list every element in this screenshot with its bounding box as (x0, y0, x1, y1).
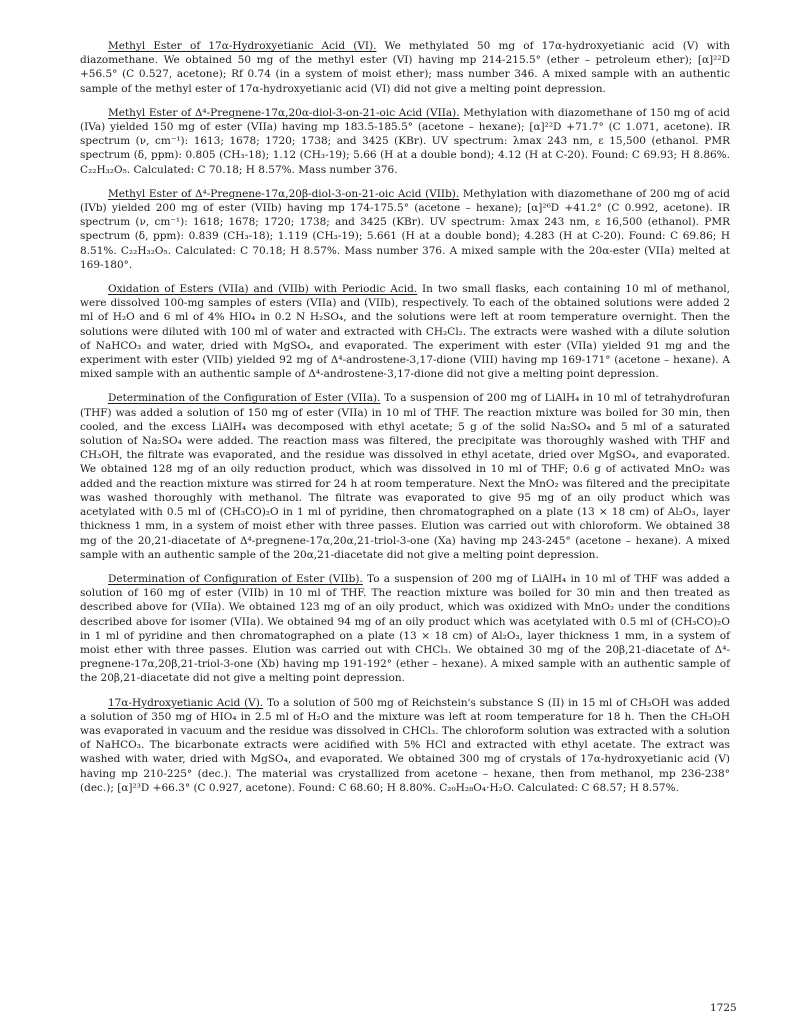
paragraph-heading: Methyl Ester of Δ⁴-Pregnene-17α,20α-diol-3-on-21-oic Acid (VIIa). (108, 106, 460, 119)
paragraph-text: Methylation with diazomethane of 200 mg of acid (IVb) yielded 200 mg of ester (VIIb) having mp 174-175.5° (acetone – hexane); [α]²⁶D +41.2° (C 0.992, acetone). IR spectrum (ν, cm⁻¹): 1618; 1678; 1720; 1738; and 3425 (KBr). UV spectrum: λmax 243 nm, ε 16,500 (ethanol). PMR spectrum (δ, ppm): 0.839 (CH₃-18); 1.119 (CH₃-19); 5.661 (H at a double bond); 4.283 (H at C-20). Found: C 69.86; H 8.51%. C₂₂H₃₂O₅. Calculated: C 70.18; H 8.57%. Mass number 376. A mixed sample with the 20α-ester (VIIa) melted at 169-180°. (80, 187, 730, 271)
paragraph-methyl-ester-viia (80, 106, 730, 177)
paragraph-text: Methylation with diazomethane of 150 mg of acid (IVa) yielded 150 mg of ester (VIIa) having mp 183.5-185.5° (acetone – hexane); [α]²²D +71.7° (C 1.071, acetone). IR spectrum (ν, cm⁻¹): 1613; 1678; 1720; 1738; and 3425 (KBr). UV spectrum: λmax 243 nm, ε 15,500 (ethanol. PMR spectrum (δ, ppm): 0.805 (CH₃-18); 1.12 (CH₃-19); 5.66 (H at a double bond); 4.12 (H at C-20). Found: C 69.93; H 8.86%. C₂₂H₃₂O₅. Calculated: C 70.18; H 8.57%. Mass number 376. (80, 106, 730, 176)
paragraph-text: We methylated 50 mg of 17α-hydroxyetianic acid (V) with diazomethane. We obtained 50 mg of the methyl ester (VI) having mp 214-215.5° (ether – petroleum ether); [α]²²D +56.5° (C 0.527, acetone); Rf 0.74 (in a system of moist ether); mass number 346. A mixed sample with an authentic sample of the methyl ester of 17α-hydroxyetianic acid (VI) did not give a melting point depression. (80, 40, 730, 95)
paragraph-heading: Oxidation of Esters (VIIa) and (VIIb) with Periodic Acid. (108, 283, 418, 296)
paragraph-text: In two small flasks, each containing 10 ml of methanol, were dissolved 100-mg samples of esters (VIIa) and (VIIb), respectively. To each of the obtained solutions were added 2 ml of H₂O and 6 ml of 4% HIO₄ in 0.2 N H₂SO₄, and the solutions were left at room temperature overnight. Then the solutions were diluted with 100 ml of water and extracted with CH₂Cl₂. The extracts were washed with a dilute solution of NaHCO₃ and water, dried with MgSO₄, and evaporated. The experiment with ester (VIIa) yielded 91 mg and the experiment with ester (VIIb) yielded 92 mg of Δ⁴-androstene-3,17-dione (VIII) having mp 169-171° (acetone – hexane). A mixed sample with an authentic sample of Δ⁴-androstene-3,17-dione did not give a melting point depression. (80, 283, 730, 381)
paragraph-methyl-ester-vi (80, 39, 730, 96)
paragraph-heading: Methyl Ester of Δ⁴-Pregnene-17α,20β-diol-3-on-21-oic Acid (VIIb). (108, 187, 460, 200)
paragraph-heading: Determination of Configuration of Ester (VIIb). (108, 572, 363, 585)
paragraph-configuration-viib (80, 572, 730, 686)
paragraph-heading: 17α-Hydroxyetianic Acid (V). (108, 696, 264, 709)
paragraph-configuration-viia (80, 391, 730, 561)
paragraph-text: To a suspension of 200 mg of LiAlH₄ in 10 ml of tetrahydrofuran (THF) was added a solution of 150 mg of ester (VIIa) in 10 ml of THF. The reaction mixture was boiled for 30 min, then cooled, and the excess LiAlH₄ was decomposed with ethyl acetate; 5 g of the solid Na₂SO₄ and 5 ml of a saturated solution of Na₂SO₄ were added. The reaction mass was filtered, the precipitate was thoroughly washed with THF and CH₃OH, the filtrate was evaporated, and the residue was dissolved in ethyl acetate, dried over MgSO₄, and evaporated. We obtained 128 mg of an oily reduction product, which was dissolved in 10 ml of THF; 0.6 g of activated MnO₂ was added and the reaction mixture was stirred for 24 h at room temperature. Next the MnO₂ was filtered and the precipitate was washed thoroughly with methanol. The filtrate was evaporated to give 95 mg of an oily product which was acetylated with 0.5 ml of (CH₃CO)₂O in 1 ml of pyridine, then chromatographed on a plate (13 × 18 cm) of Al₂O₃, layer thickness 1 mm, in a system of moist ether with three passes. Elution was carried out with chloroform. We obtained 38 mg of the 20,21-diacetate of Δ⁴-pregnene-17α,20α,21-triol-3-one (Xa) having mp 243-245° (acetone – hexane). A mixed sample with an authentic sample of the 20α,21-diacetate did not give a melting point depression. (80, 392, 730, 561)
paragraph-methyl-ester-viib (80, 187, 730, 272)
paragraph-hydroxyetianic-acid-v (80, 696, 730, 795)
document-body (80, 39, 730, 805)
paragraph-heading: Determination of the Configuration of Ester (VIIa). (108, 392, 381, 405)
page-number: 1725 (710, 1002, 737, 1014)
paragraph-text: To a suspension of 200 mg of LiAlH₄ in 10 ml of THF was added a solution of 160 mg of ester (VIIb) in 10 ml of THF. The reaction mixture was boiled for 30 min and then treated as described above for (VIIa). We obtained 123 mg of an oily product, which was oxidized with MnO₂ under the conditions described above for isomer (VIIa). We obtained 94 mg of an oily product which was acetylated with 0.5 ml of (CH₃CO)₂O in 1 ml of pyridine and then chromatographed on a plate (13 × 18 cm) of Al₂O₃, layer thickness 1 mm, in a system of moist ether with three passes. Elution was carried out with CHCl₃. We obtained 30 mg of the 20β,21-diacetate of Δ⁴-pregnene-17α,20β,21-triol-3-one (Xb) having mp 191-192° (ether – hexane). A mixed sample with an authentic sample of the 20β,21-diacetate did not give a melting point depression. (80, 572, 730, 685)
paragraph-heading: Methyl Ester of 17α-Hydroxyetianic Acid (VI). (108, 40, 377, 52)
paragraph-oxidation-periodic-acid (80, 282, 730, 381)
paragraph-text: To a solution of 500 mg of Reichstein's substance S (II) in 15 ml of CH₃OH was added a solution of 350 mg of HIO₄ in 2.5 ml of H₂O and the mixture was left at room temperature for 18 h. Then the CH₃OH was evaporated in vacuum and the residue was dissolved in CHCl₃. The chloroform solution was extracted with a solution of NaHCO₃. The bicarbonate extracts were acidified with 5% HCl and extracted with ethyl acetate. The extract was washed with water, dried with MgSO₄, and evaporated. We obtained 300 mg of crystals of 17α-hydroxyetianic acid (V) having mp 210-225° (dec.). The material was crystallized from acetone – hexane, then from methanol, mp 236-238° (dec.); [α]²³D +66.3° (C 0.927, acetone). Found: C 68.60; H 8.80%. C₂₀H₂₈O₄·H₂O. Calculated: C 68.57; H 8.57%. (80, 696, 731, 794)
